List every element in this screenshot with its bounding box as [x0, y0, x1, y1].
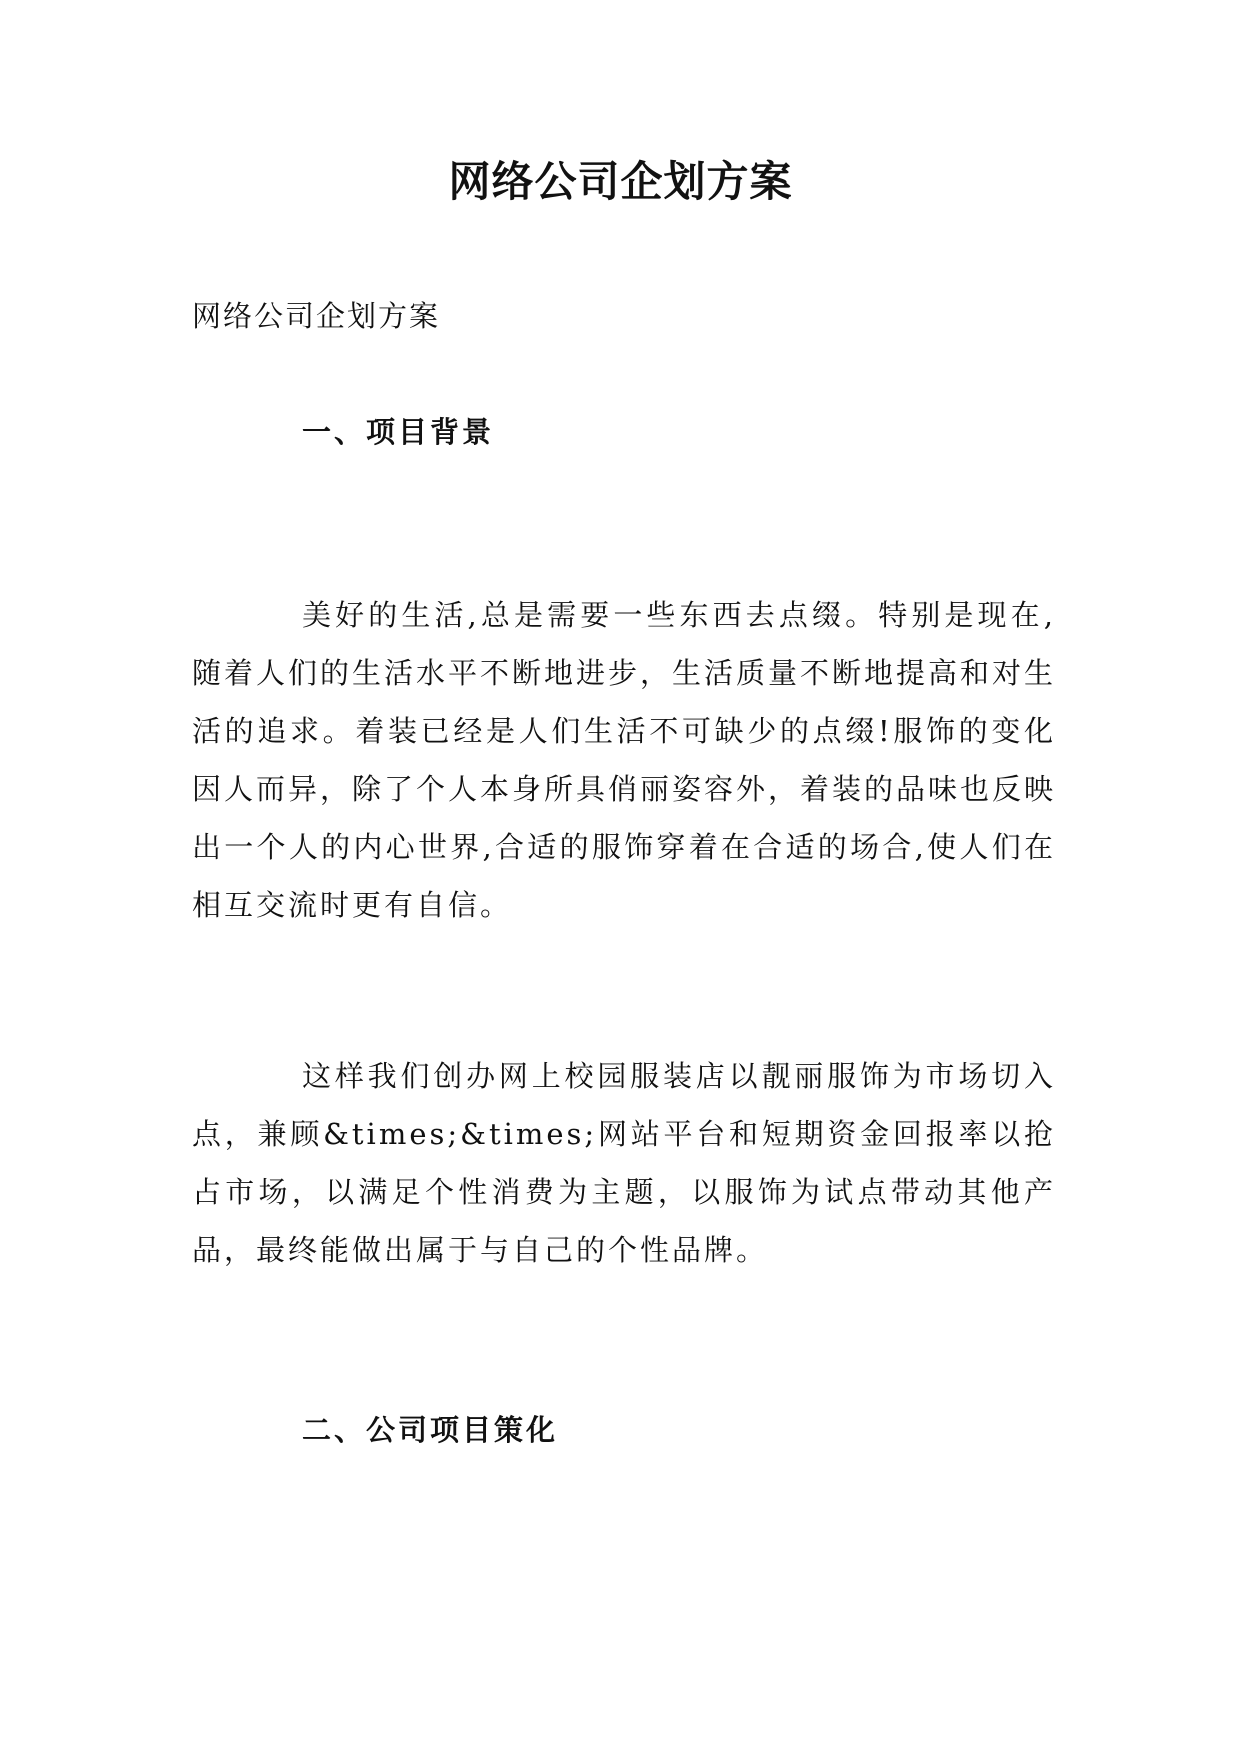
- paragraph-background-2: 这样我们创办网上校园服装店以靓丽服饰为市场切入点，兼顾&times;&times;网站平台和短期资金回报率以抢占市场，以满足个性消费为主题，以服饰为试点带动其他产品，最终能做出属于与自己的个性品牌。: [192, 1059, 1056, 1267]
- section-heading-planning: 二、公司项目策化: [302, 1413, 559, 1447]
- paragraph-background-1: 美好的生活,总是需要一些东西去点缀。特别是现在,随着人们的生活水平不断地进步，生活质量不断地提高和对生活的追求。着装已经是人们生活不可缺少的点缀!服饰的变化因人而异，除了个人本身所具俏丽姿容外，着装的品味也反映出一个人的内心世界,合适的服饰穿着在合适的场合,使人们在相互交流时更有自信。: [192, 598, 1057, 922]
- section-heading-background: 一、项目背景: [302, 415, 495, 449]
- document-subtitle: 网络公司企划方案: [192, 299, 441, 333]
- document-title: 网络公司企划方案: [448, 157, 793, 206]
